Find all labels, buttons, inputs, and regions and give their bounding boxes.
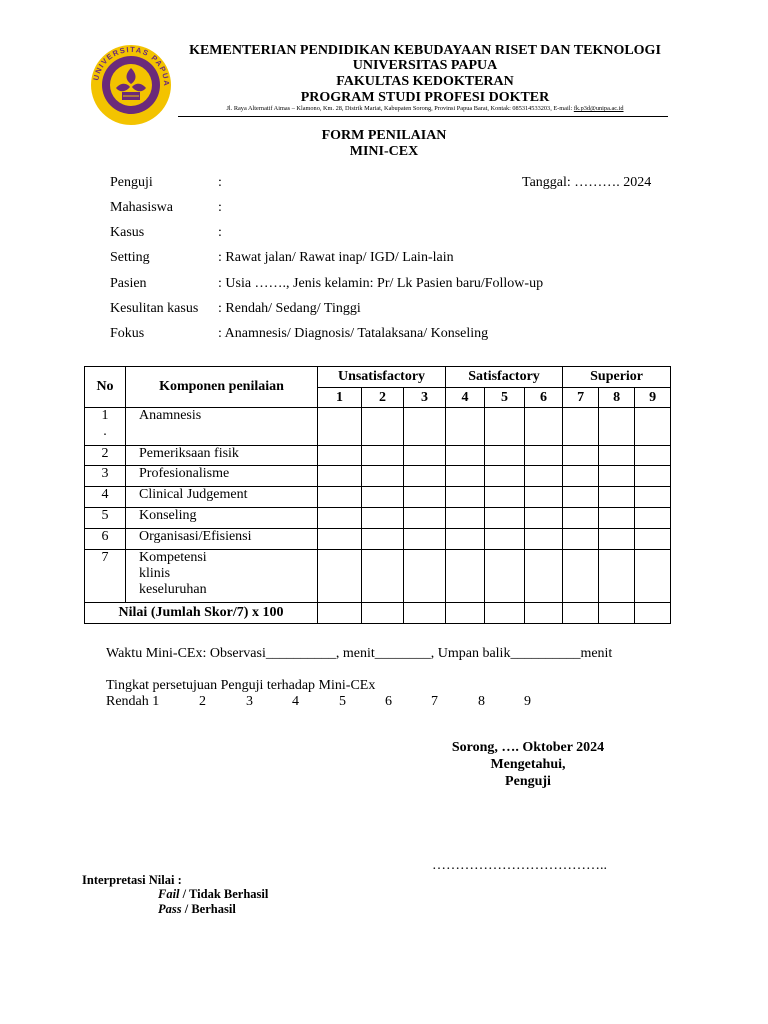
group-header-satisfactory: Satisfactory [446,367,563,388]
score-header: 7 [563,388,599,408]
score-cell[interactable] [485,446,525,466]
tingkat-option[interactable]: 4 [292,694,299,709]
tingkat-option[interactable]: 3 [246,694,253,709]
score-header: 8 [599,388,635,408]
score-cell[interactable] [446,508,485,529]
score-cell[interactable] [563,446,599,466]
svg-text:UNIVERSITAS PAPUA: UNIVERSITAS PAPUA [91,44,172,88]
field-value-setting[interactable]: : Rawat jalan/ Rawat inap/ IGD/ Lain-lain [218,250,454,265]
score-cell[interactable] [635,550,671,603]
row-component: Clinical Judgement [126,487,318,508]
score-cell[interactable] [563,529,599,550]
total-label: Nilai (Jumlah Skor/7) x 100 [85,603,318,624]
score-cell[interactable] [362,446,404,466]
score-cell[interactable] [563,487,599,508]
score-cell[interactable] [446,466,485,487]
field-label-kasus: Kasus [110,225,145,240]
signature-place-date: Sorong, …. Oktober 2024 [451,740,605,755]
field-label-setting: Setting [110,250,150,265]
table-row [85,529,671,550]
score-header: 5 [485,388,525,408]
score-cell[interactable] [525,466,563,487]
score-cell[interactable] [318,487,362,508]
field-value-kasus[interactable]: : [218,225,222,240]
score-header: 9 [635,388,671,408]
score-cell[interactable] [446,529,485,550]
total-cell[interactable] [362,603,404,624]
score-header: 4 [446,388,485,408]
score-cell[interactable] [362,550,404,603]
score-cell[interactable] [485,550,525,603]
score-cell[interactable] [635,508,671,529]
score-cell[interactable] [525,508,563,529]
total-cell[interactable] [635,603,671,624]
header-ministry: KEMENTERIAN PENDIDIKAN KEBUDAYAAN RISET DAN TEKNOLOGI [189,43,661,58]
table-row [85,408,671,446]
score-cell[interactable] [404,487,446,508]
signature-penguji: Penguji [505,774,551,789]
score-cell[interactable] [563,466,599,487]
score-cell[interactable] [446,487,485,508]
score-cell[interactable] [318,466,362,487]
row-number: 2 [85,446,126,466]
signature-line[interactable]: ……………………………….. [432,858,607,873]
table-row [85,550,671,603]
row-component: Anamnesis [126,408,318,446]
score-cell[interactable] [599,508,635,529]
score-cell[interactable] [525,529,563,550]
field-label-kesulitan: Kesulitan kasus [110,301,199,316]
field-label-pasien: Pasien [110,276,147,291]
score-cell[interactable] [362,487,404,508]
interpretasi-fail: Fail / Tidak Berhasil [158,887,269,901]
row-number: 4 [85,487,126,508]
tingkat-option[interactable]: 5 [339,694,346,709]
form-title: FORM PENILAIAN [321,128,447,143]
score-cell[interactable] [485,529,525,550]
score-cell[interactable] [318,408,362,446]
score-cell[interactable] [404,529,446,550]
score-cell[interactable] [635,408,671,446]
total-cell[interactable] [485,603,525,624]
score-cell[interactable] [318,446,362,466]
score-cell[interactable] [563,550,599,603]
score-header: 1 [318,388,362,408]
email-link[interactable]: fk.p3d@unipa.ac.id [573,105,624,112]
total-cell[interactable] [404,603,446,624]
score-cell[interactable] [525,446,563,466]
row-component: Profesionalisme [126,466,318,487]
tingkat-option[interactable]: 8 [478,694,485,709]
field-label-mahasiswa: Mahasiswa [110,200,173,215]
table-row [85,487,671,508]
table-row [85,446,671,466]
score-header: 6 [525,388,563,408]
total-cell[interactable] [599,603,635,624]
score-cell[interactable] [635,446,671,466]
group-header-unsatisfactory: Unsatisfactory [318,367,446,388]
tingkat-label: Tingkat persetujuan Penguji terhadap Mini-CEx [106,678,376,693]
score-cell[interactable] [599,408,635,446]
field-value-mahasiswa[interactable]: : [218,200,222,215]
row-number: 5 [85,508,126,529]
score-cell[interactable] [362,529,404,550]
score-cell[interactable] [362,466,404,487]
score-cell[interactable] [362,408,404,446]
header-address: Jl. Raya Alternatif Aimas – Klamono, Km. 28, Distrik Mariat, Kabupaten Sorong, Provinsi Papua Barat, Kontak: 085314533203, E-mail: fk.p3d@unipa.ac.id [226,105,624,112]
score-header: 2 [362,388,404,408]
score-cell[interactable] [599,487,635,508]
score-cell[interactable] [404,408,446,446]
row-component: Konseling [126,508,318,529]
score-cell[interactable] [404,466,446,487]
score-cell[interactable] [404,508,446,529]
row-number: 7 [85,550,126,603]
row-component: Pemeriksaan fisik [126,446,318,466]
field-value-kesulitan[interactable]: : Rendah/ Sedang/ Tinggi [218,301,361,316]
score-cell[interactable] [525,550,563,603]
score-cell[interactable] [525,487,563,508]
score-cell[interactable] [362,508,404,529]
score-cell[interactable] [485,508,525,529]
form-subtitle: MINI-CEX [349,144,419,159]
score-cell[interactable] [563,508,599,529]
score-cell[interactable] [635,487,671,508]
tingkat-rendah[interactable]: Rendah 1 [106,694,160,709]
row-component: Kompetensi klinis keseluruhan [126,550,318,603]
score-cell[interactable] [404,446,446,466]
total-cell[interactable] [446,603,485,624]
score-cell[interactable] [635,466,671,487]
assessment-table [84,366,671,624]
score-cell[interactable] [525,408,563,446]
waktu-line[interactable]: Waktu Mini-CEx: Observasi__________, menit________, Umpan balik__________menit [106,646,613,661]
field-label-penguji: Penguji [110,175,153,190]
tingkat-option[interactable]: 6 [385,694,392,709]
field-tanggal[interactable]: Tanggal: ………. 2024 [522,175,652,190]
field-value-penguji[interactable]: : [218,175,222,190]
score-cell[interactable] [635,529,671,550]
header-faculty: FAKULTAS KEDOKTERAN [336,74,514,89]
tingkat-option[interactable]: 9 [524,694,531,709]
header-program: PROGRAM STUDI PROFESI DOKTER [300,90,550,105]
header-divider [178,116,668,117]
row-number: 6 [85,529,126,550]
interpretasi-pass: Pass / Berhasil [158,902,236,916]
row-component: Organisasi/Efisiensi [126,529,318,550]
table-row [85,466,671,487]
score-header: 3 [404,388,446,408]
score-cell[interactable] [446,446,485,466]
row-number: 3 [85,466,126,487]
row-number: 1 . [85,408,126,446]
score-cell[interactable] [446,408,485,446]
score-cell[interactable] [599,550,635,603]
field-label-fokus: Fokus [110,326,145,341]
score-cell[interactable] [599,446,635,466]
total-cell[interactable] [525,603,563,624]
header-university: UNIVERSITAS PAPUA [352,58,498,73]
score-cell[interactable] [446,550,485,603]
total-cell[interactable] [563,603,599,624]
score-cell[interactable] [599,466,635,487]
score-cell[interactable] [318,550,362,603]
group-header-superior: Superior [563,367,671,388]
tingkat-option[interactable]: 7 [431,694,438,709]
field-value-pasien[interactable]: : Usia ……., Jenis kelamin: Pr/ Lk Pasien baru/Follow-up [218,276,544,291]
tingkat-option[interactable]: 2 [199,694,206,709]
col-header-no: No [85,367,126,408]
col-header-komponen: Komponen penilaian [126,367,318,408]
score-cell[interactable] [318,529,362,550]
interpretasi-title: Interpretasi Nilai : [82,873,182,887]
score-cell[interactable] [318,508,362,529]
total-cell[interactable] [318,603,362,624]
signature-mengetahui: Mengetahui, [490,757,566,772]
score-cell[interactable] [599,529,635,550]
score-cell[interactable] [404,550,446,603]
score-cell[interactable] [485,466,525,487]
score-cell[interactable] [563,408,599,446]
score-cell[interactable] [485,408,525,446]
table-row [85,508,671,529]
field-value-fokus[interactable]: : Anamnesis/ Diagnosis/ Tatalaksana/ Konseling [218,326,489,341]
score-cell[interactable] [485,487,525,508]
